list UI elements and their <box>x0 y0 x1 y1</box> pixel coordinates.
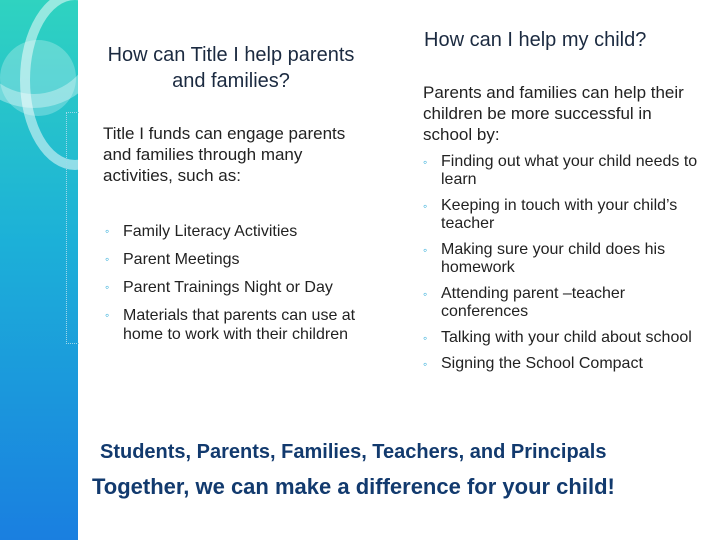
list-item: ◦ Materials that parents can use at home to work with their children <box>105 307 356 343</box>
footer-audience-line: Students, Parents, Families, Teachers, and Principals <box>100 441 607 463</box>
left-activity-list <box>104 222 374 353</box>
bullet-icon: ◦ <box>423 199 428 213</box>
right-intro: Parents and families can help their children be more successful in school by: <box>423 83 684 144</box>
left-heading: How can Title I help parents and families? <box>107 44 355 92</box>
bullet-icon: ◦ <box>423 155 428 169</box>
bullet-icon: ◦ <box>423 243 428 257</box>
list-item: ◦ Family Literacy Activities <box>105 223 298 240</box>
list-item: ◦ Making sure your child does his homework <box>423 241 666 276</box>
bullet-icon: ◦ <box>423 287 428 301</box>
bullet-icon: ◦ <box>105 308 110 322</box>
footer-slogan: Together, we can make a difference for your child! <box>92 474 615 499</box>
list-item: ◦ Talking with your child about school <box>423 329 692 346</box>
list-item: ◦ Parent Trainings Night or Day <box>105 279 333 296</box>
bullet-icon: ◦ <box>105 252 110 266</box>
bullet-icon: ◦ <box>105 280 110 294</box>
list-item: ◦ Signing the School Compact <box>423 355 643 372</box>
list-item: ◦ Parent Meetings <box>105 251 240 268</box>
right-heading: How can I help my child? <box>424 29 647 51</box>
list-item: ◦ Attending parent –teacher conferences <box>423 285 626 320</box>
bullet-icon: ◦ <box>423 331 428 345</box>
dotted-bracket-decoration <box>66 112 79 344</box>
bullet-icon: ◦ <box>105 224 110 238</box>
right-tips-list <box>422 153 712 381</box>
list-item: ◦ Finding out what your child needs to learn <box>423 153 698 188</box>
bullet-icon: ◦ <box>423 357 428 371</box>
left-intro: Title I funds can engage parents and families through many activities, such as: <box>103 124 346 185</box>
list-item: ◦ Keeping in touch with your child’s teacher <box>423 197 678 232</box>
